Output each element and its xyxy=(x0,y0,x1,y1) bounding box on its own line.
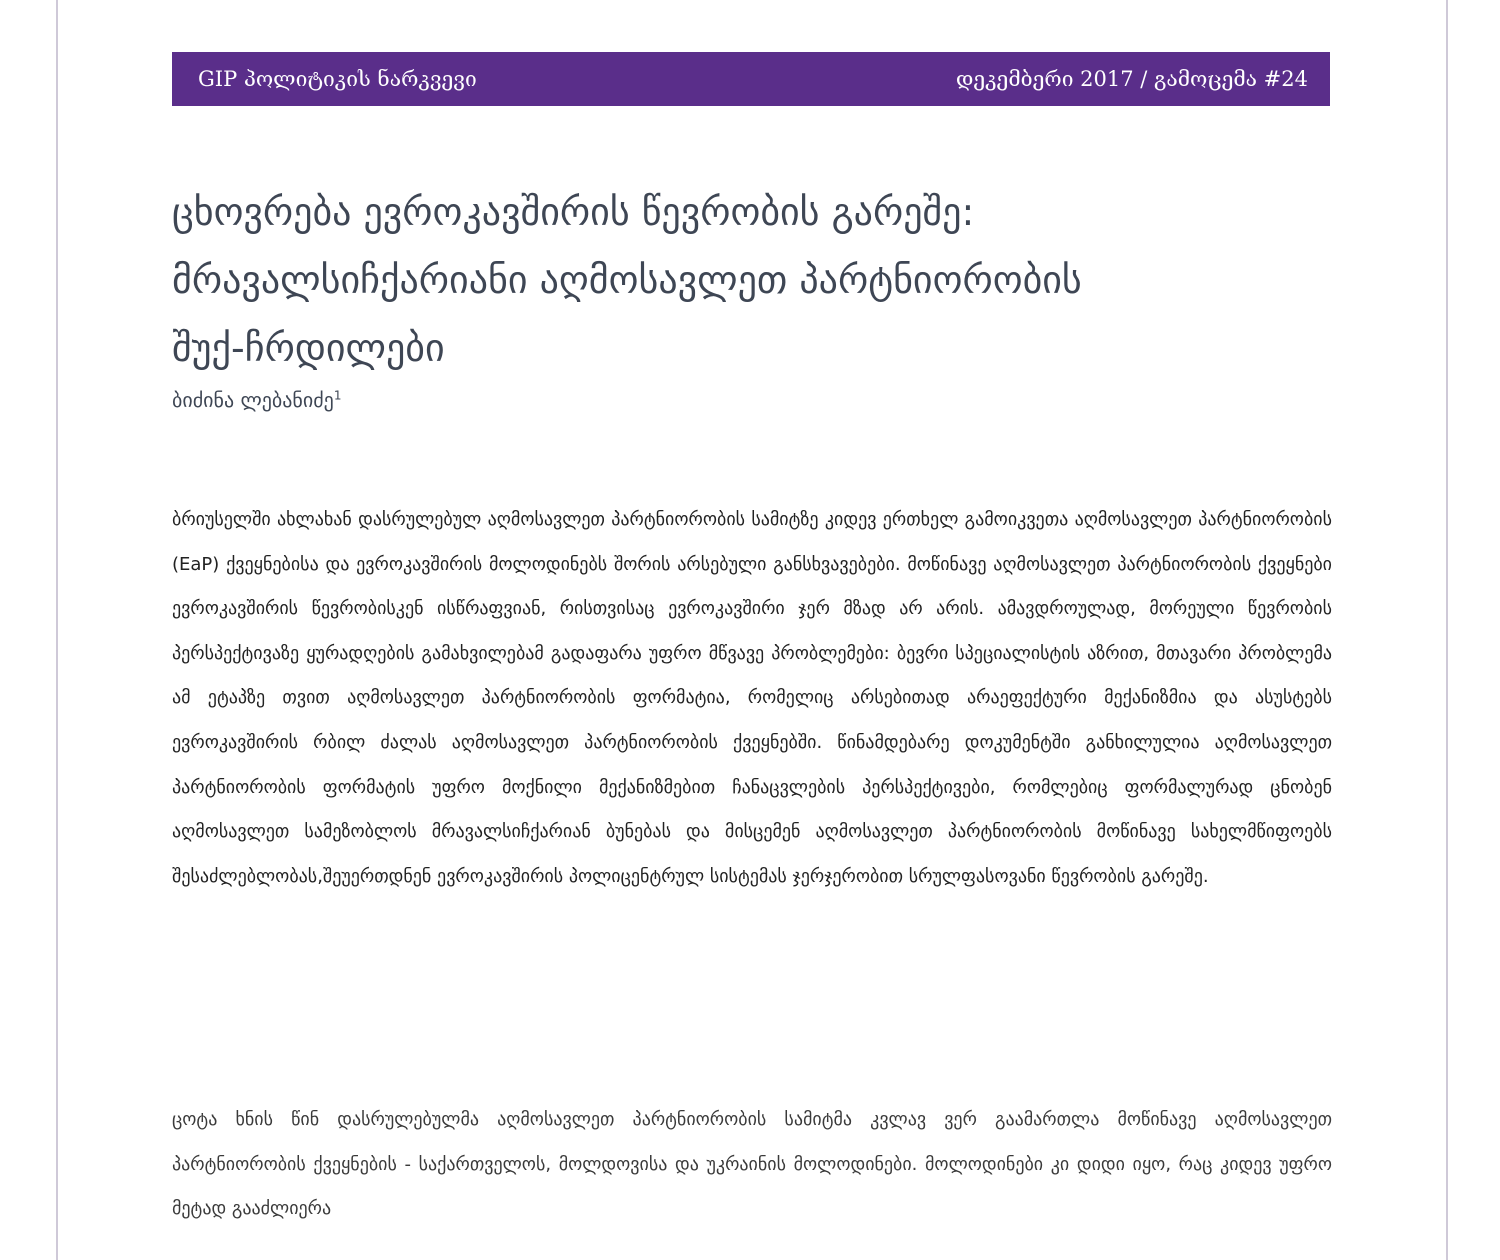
title-line: ცხოვრება ევროკავშირის წევრობის გარეშე: xyxy=(172,190,975,234)
title-line: მრავალსიჩქარიანი აღმოსავლეთ პარტნიორობის xyxy=(172,258,1082,302)
title-line: შუქ-ჩრდილები xyxy=(172,326,445,370)
header-bar xyxy=(172,52,1330,106)
summary-paragraph: ბრიუსელში ახლახან დასრულებულ აღმოსავლეთ პარტნიორობის სამიტზე კიდევ ერთხელ გამოიკვეთა აღმოსავლეთ პარტნიორობის (EaP) ქვეყნებისა და ევროკავშირის მოლოდინებს შორის არსებული განსხვავებები. მოწინავე აღმოსავლეთ პარტნიორობის ქვეყნები ევროკავშირის წევრობისკენ ისწრაფვიან, რისთვისაც ევროკავშირი ჯერ მზად არ არის. ამავდროულად, მორეული წევრობის პერსპექტივაზე ყურადღების გამახვილებამ გადაფარა უფრო მწვავე პრობლემები: ბევრი სპეციალისტის აზრით, მთავარი პრობლემა ამ ეტაპზე თვით აღმოსავლეთ პარტნიორობის ფორმატია, რომელიც არსებითად არაეფექტური მექანიზმია და ასუსტებს ევროკავშირის რბილ ძალას აღმოსავლეთ პარტნიორობის ქვეყნებში. წინამდებარე დოკუმენტში განხილულია აღმოსავლეთ პარტნიორობის ფორმატის უფრო მოქნილი მექანიზმებით ჩანაცვლების პერსპექტივები, რომლებიც ფორმალურად ცნობენ აღმოსავლეთ სამეზობლოს მრავალსიჩქარიან ბუნებას და მისცემენ აღმოსავლეთ პარტნიორობის მოწინავე სახელმწიფოებს შესაძლებლობას,შეუერთდნენ ევროკავშირის პოლიცენტრულ სისტემას ჯერჯერობით სრულფასოვანი წევრობის გარეშე. xyxy=(172,509,1332,887)
document-title xyxy=(172,178,1332,382)
body-paragraph: ცოტა ხნის წინ დასრულებულმა აღმოსავლეთ პარტნიორობის სამიტმა კვლავ ვერ გაამართლა მოწინავე აღმოსავლეთ პარტნიორობის ქვეყნების - საქართველოს, მოლდოვისა და უკრაინის მოლოდინები. მოლოდინები კი დიდი იყო, რაც კიდევ უფრო მეტად გააძლიერა xyxy=(172,1109,1332,1220)
author-byline xyxy=(172,388,341,412)
author-name: ბიძინა ლებანიძე xyxy=(172,388,334,412)
footnote-mark: 1 xyxy=(333,388,342,403)
publication-name: GIP პოლიტიკის ნარკვევი xyxy=(198,67,477,91)
issue-info: დეკემბერი 2017 / გამოცემა #24 xyxy=(955,67,1308,91)
